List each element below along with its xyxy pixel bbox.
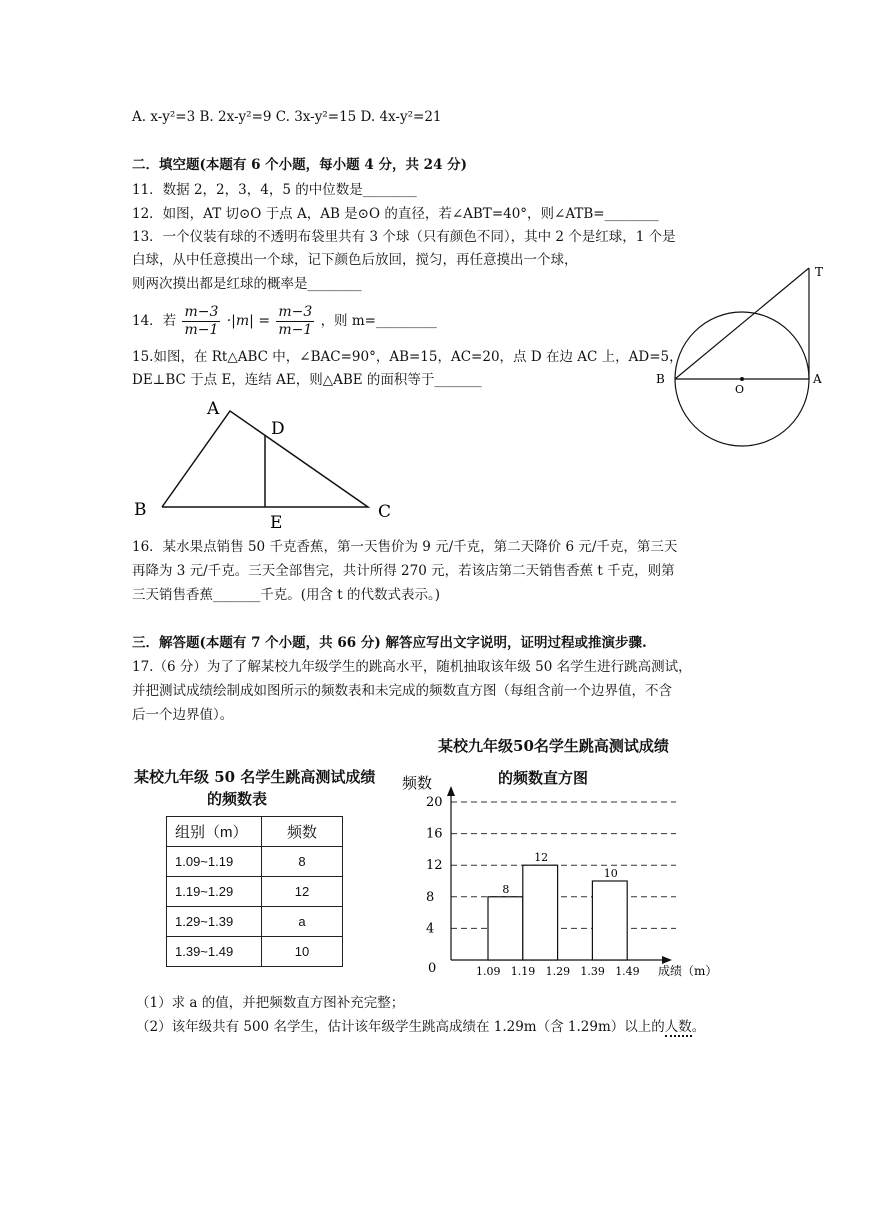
q17-part2 xyxy=(136,1018,705,1036)
x-tick-label: 1.09 xyxy=(476,965,501,978)
y-tick-label: 16 xyxy=(426,826,443,842)
y-tick-label: 12 xyxy=(426,858,443,874)
q17-part2-text: （2）该年级共有 500 名学生，估计该年级学生跳高成绩在 1.29m（含 1.29m）以上的 xyxy=(136,1019,665,1035)
tri-label-e: E xyxy=(270,513,283,533)
q14-suffix: ，则 m=_________ xyxy=(320,313,437,329)
q11: 11．数据 2，2，3，4，5 的中位数是________ xyxy=(132,182,417,198)
q14-absolute: ·|m| = xyxy=(226,313,271,329)
x-tick-label: 1.29 xyxy=(545,965,571,978)
q15-line2: DE⊥BC 于点 E，连结 AE，则△ABE 的面积等于_______ xyxy=(132,372,482,388)
section3-title: 三．解答题(本题有 7 个小题，共 66 分) 解答应写出文字说明，证明过程或推演步骤. xyxy=(132,635,647,651)
table-cell-frequency: 12 xyxy=(262,877,343,907)
q13-line2: 白球，从中任意摸出一个球，记下颜色后放回，搅匀，再任意摸出一个球， xyxy=(132,252,578,268)
q17-part2-emphasis: 人数 xyxy=(664,1019,692,1035)
circle-label-o: O xyxy=(735,383,745,396)
q12: 12．如图，AT 切⊙O 于点 A，AB 是⊙O 的直径，若∠ABT=40°，则∠ATB=________ xyxy=(132,206,659,222)
histogram-bar xyxy=(523,865,558,960)
circle-label-a: A xyxy=(813,372,822,386)
x-axis-arrow xyxy=(662,956,672,964)
y-axis-label: 频数 xyxy=(402,774,433,792)
q14-fraction-right xyxy=(276,304,314,339)
table-row xyxy=(167,877,343,907)
table-header-group: 组别（m） xyxy=(167,817,262,847)
q17-line2: 并把测试成绩绘制成如图所示的频数表和未完成的频数直方图（每组含前一个边界值，不含 xyxy=(132,683,672,699)
q17-part1: （1）求 a 的值，并把频数直方图补充完整； xyxy=(136,995,405,1011)
x-tick-label: 1.19 xyxy=(510,965,536,978)
q17-line3: 后一个边界值）。 xyxy=(132,707,234,723)
table-cell-frequency: 8 xyxy=(262,847,343,877)
x-tick-label: 1.49 xyxy=(615,965,640,978)
tri-label-c: C xyxy=(378,502,392,522)
table-row xyxy=(167,847,343,877)
y-tick-label: 0 xyxy=(428,961,437,976)
x-axis-label: 成绩（m） xyxy=(658,964,718,978)
circle-label-t: T xyxy=(815,265,824,279)
y-axis-arrow xyxy=(447,786,455,796)
q14-fraction-left xyxy=(182,304,220,339)
q16-line3: 三天销售香蕉_______千克。(用含 t 的代数式表示。) xyxy=(132,587,441,603)
table-cell-group: 1.09~1.19 xyxy=(167,847,262,877)
frequency-table xyxy=(166,816,343,967)
q13-line3: 则两次摸出都是红球的概率是________ xyxy=(132,276,362,292)
table-cell-group: 1.39~1.49 xyxy=(167,937,262,967)
q14-numerator: m−3 xyxy=(184,304,219,320)
bar-value-label: 10 xyxy=(603,867,618,880)
tri-label-b: B xyxy=(134,500,147,520)
q10-options: A. x-y²=3 B. 2x-y²=9 C. 3x-y²=15 D. 4x-y²=21 xyxy=(132,109,442,125)
table-header-frequency: 频数 xyxy=(262,817,343,847)
table-cell-group: 1.29~1.39 xyxy=(167,907,262,937)
q14-denominator-right: m−1 xyxy=(278,322,313,338)
histogram-bar xyxy=(488,897,523,960)
y-tick-label: 20 xyxy=(426,795,443,810)
tri-label-a: A xyxy=(207,399,220,419)
q14-prefix: 14．若 xyxy=(132,313,177,329)
q15-line1: 15.如图，在 Rt△ABC 中，∠BAC=90°，AB=15，AC=20，点 D 在边 AC 上，AD=5， xyxy=(132,349,683,365)
q14-denominator: m−1 xyxy=(184,322,219,338)
y-tick-label: 8 xyxy=(426,889,435,905)
table-title-line2: 的频数表 xyxy=(207,790,268,808)
q17-line1: 17.（6 分）为了了解某校九年级学生的跳高水平，随机抽取该年级 50 名学生进行跳高测试， xyxy=(132,659,692,675)
table-row xyxy=(167,907,343,937)
y-tick-label: 4 xyxy=(426,921,435,937)
triangle-figure xyxy=(128,395,408,535)
tri-label-d: D xyxy=(271,419,285,439)
q13-line1: 13．一个仪装有球的不透明布袋里共有 3 个球（只有颜色不同），其中 2 个是红球，1 个是 xyxy=(132,229,676,245)
bar-value-label: 12 xyxy=(534,851,549,865)
table-title-line1: 某校九年级 50 名学生跳高测试成绩 xyxy=(134,768,376,786)
table-cell-group: 1.19~1.29 xyxy=(167,877,262,907)
section2-title: 二．填空题(本题有 6 个小题，每小题 4 分，共 24 分) xyxy=(132,157,468,173)
bar-value-label: 8 xyxy=(502,882,510,896)
histogram-title-line2: 的频数直方图 xyxy=(498,769,589,787)
table-cell-frequency: a xyxy=(262,907,343,937)
histogram-chart xyxy=(396,768,726,983)
q14 xyxy=(132,301,437,341)
table-cell-frequency: 10 xyxy=(262,937,343,967)
table-header-row xyxy=(167,817,343,847)
q16-line2: 再降为 3 元/千克。三天全部售完，共计所得 270 元，若该店第二天销售香蕉 t 千克，则第 xyxy=(132,563,675,579)
x-tick-label: 1.39 xyxy=(580,965,605,978)
q14-numerator-right: m−3 xyxy=(278,304,313,320)
q16-line1: 16．某水果点销售 50 千克香蕉，第一天售价为 9 元/千克，第二天降价 6 元/千克，第三天 xyxy=(132,539,678,555)
circle-figure xyxy=(650,258,840,458)
histogram-title-line1: 某校九年级50名学生跳高测试成绩 xyxy=(438,737,669,755)
table-row xyxy=(167,937,343,967)
circle-label-b: B xyxy=(656,372,665,386)
histogram-bar xyxy=(592,881,627,960)
q17-part2-end: 。 xyxy=(691,1019,706,1035)
